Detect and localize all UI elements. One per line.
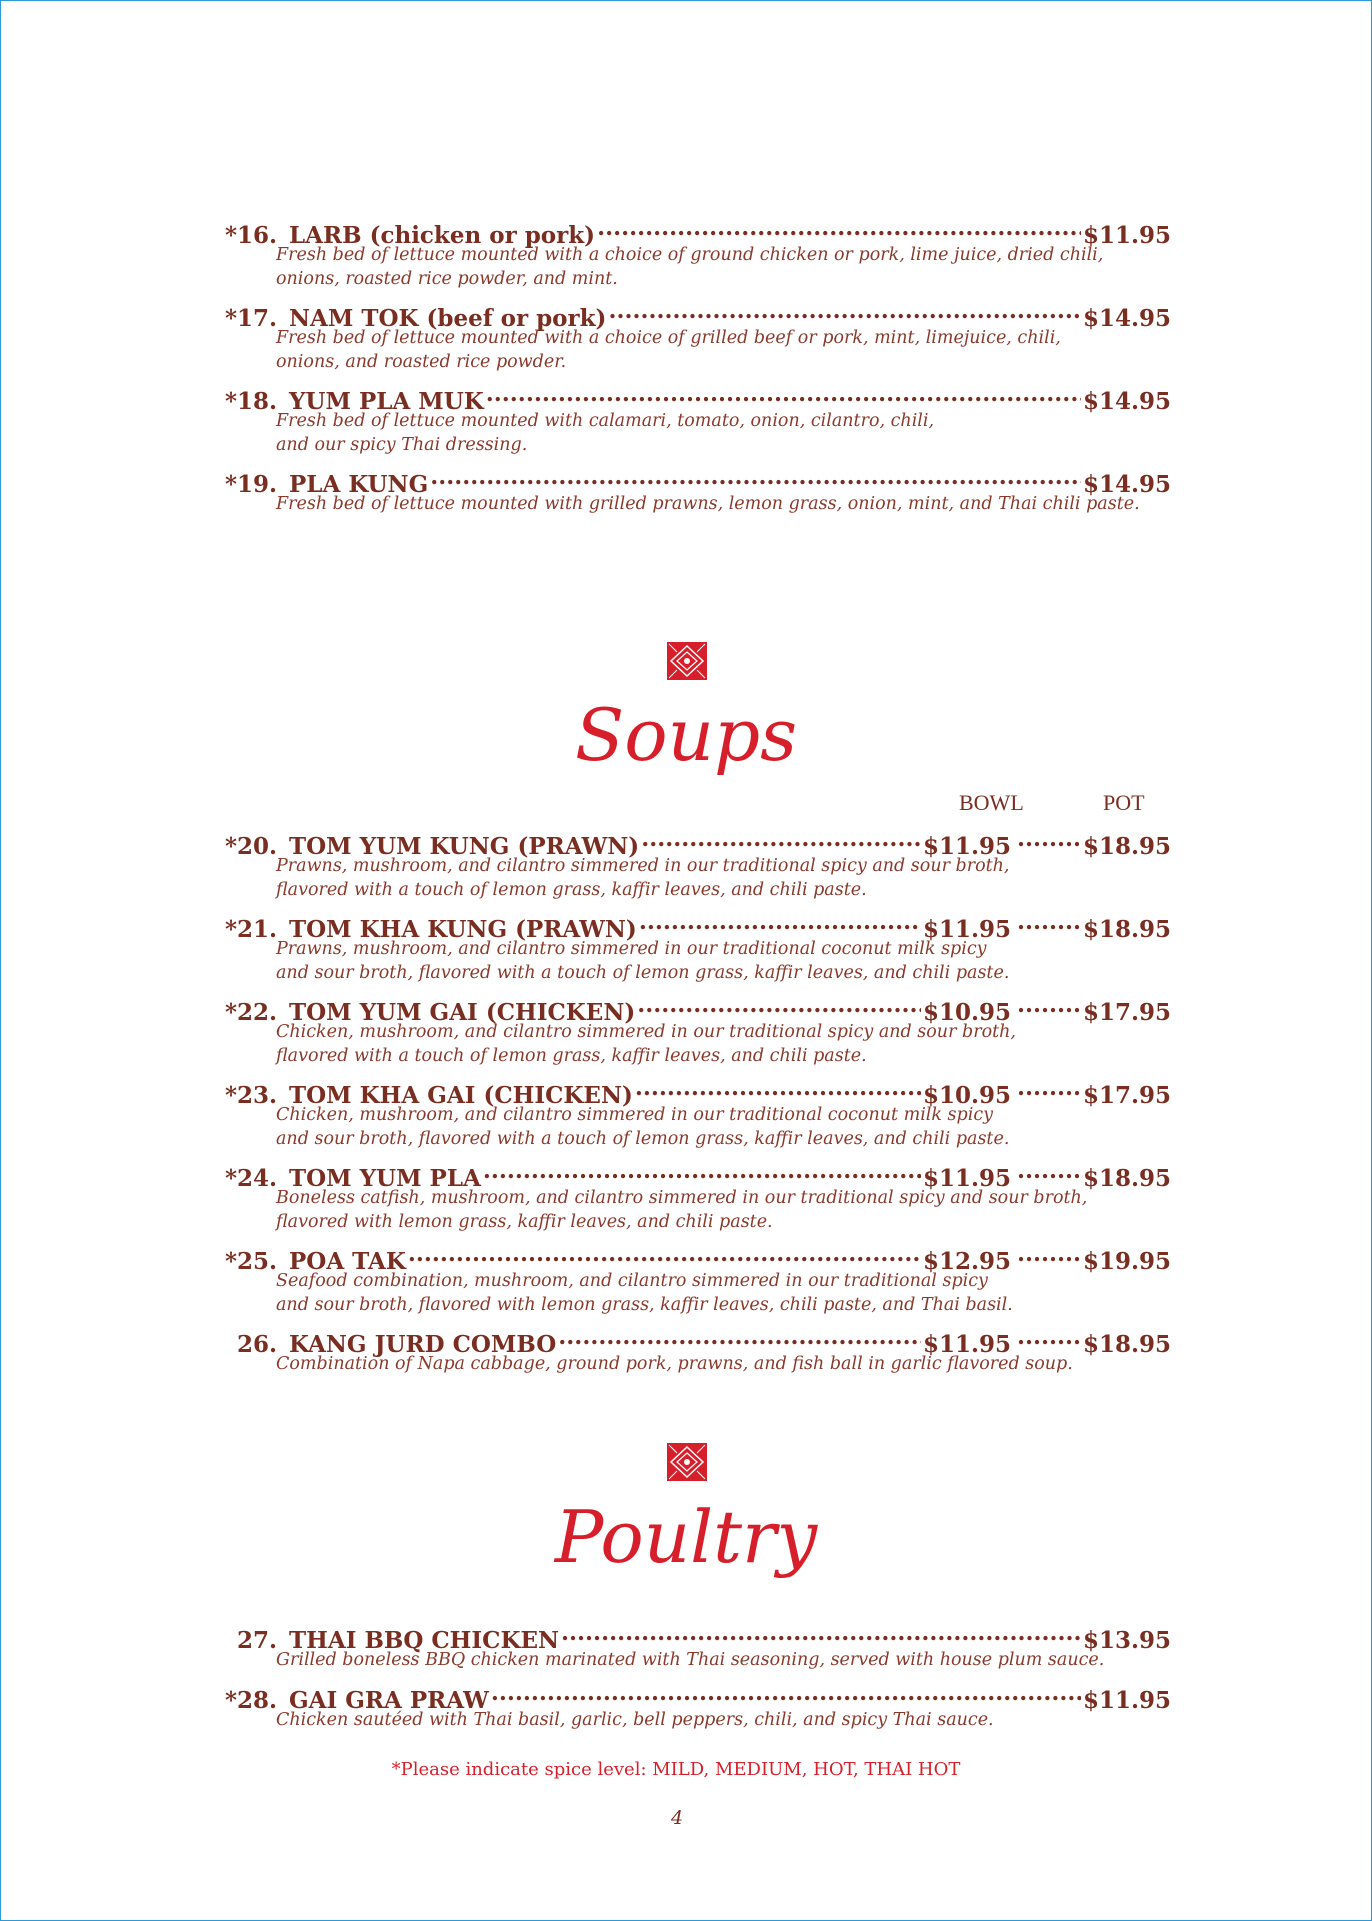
item-name: TOM KHA GAI (CHICKEN)	[289, 1082, 633, 1109]
leader-dots	[635, 1073, 921, 1103]
bowl-price: $10.95	[922, 999, 1011, 1026]
leader-dots	[1017, 990, 1083, 1020]
item-name: TOM YUM PLA	[289, 1165, 481, 1192]
leader-dots	[1017, 1156, 1083, 1186]
item-number: *19.	[224, 471, 277, 498]
item-name: PLA KUNG	[289, 471, 429, 498]
item-price: $13.95	[1082, 1627, 1171, 1654]
item-price: $11.95	[1082, 1687, 1171, 1714]
item-price: $14.95	[1082, 388, 1171, 415]
item-description: Fresh bed of lettuce mounted with calamari, tomato, onion, cilantro, chili, and our spicy Thai dressing.	[276, 411, 935, 455]
bowl-price: $11.95	[922, 1165, 1011, 1192]
menu-item	[219, 1156, 1171, 1234]
item-number: *23.	[224, 1082, 277, 1109]
item-price: $14.95	[1082, 305, 1171, 332]
item-number: *21.	[224, 916, 277, 943]
item-number: 27.	[236, 1627, 277, 1654]
bowl-price: $11.95	[922, 1331, 1011, 1358]
pot-price: $18.95	[1082, 1331, 1171, 1358]
item-number: 26.	[236, 1331, 277, 1358]
item-number: *24.	[224, 1165, 277, 1192]
menu-item	[219, 462, 1171, 516]
leader-dots	[558, 1322, 921, 1352]
thai-pattern-emblem-icon	[667, 1443, 707, 1481]
menu-item	[219, 213, 1171, 291]
item-price: $14.95	[1082, 471, 1171, 498]
item-description: Chicken, mushroom, and cilantro simmered in our traditional spicy and sour broth, flavored with a touch of lemon grass, kaffir leaves, and chili paste.	[276, 1022, 1016, 1066]
pot-price: $18.95	[1082, 833, 1171, 860]
item-description: Fresh bed of lettuce mounted with a choice of ground chicken or pork, lime juice, dried chili, onions, roasted rice powder, and mint.	[276, 245, 1104, 289]
menu-page	[1, 1, 1371, 1920]
leader-dots	[641, 824, 921, 854]
thai-pattern-emblem-icon	[667, 642, 707, 680]
bowl-price: $10.95	[922, 1082, 1011, 1109]
menu-item	[219, 379, 1171, 457]
pot-price: $19.95	[1082, 1248, 1171, 1275]
menu-item	[219, 1073, 1171, 1151]
item-name: TOM YUM GAI (CHICKEN)	[289, 999, 636, 1026]
leader-dots	[597, 213, 1081, 243]
item-description: Combination of Napa cabbage, ground pork, prawns, and fish ball in garlic flavored soup.	[276, 1354, 1073, 1374]
leader-dots	[483, 1156, 921, 1186]
leader-dots	[561, 1618, 1081, 1648]
item-number: *16.	[224, 222, 277, 249]
item-description: Seafood combination, mushroom, and cilantro simmered in our traditional spicy and sour broth, flavored with lemon grass, kaffir leaves, chili paste, and Thai basil.	[276, 1271, 1013, 1315]
item-number: *28.	[224, 1687, 277, 1714]
item-name: THAI BBQ CHICKEN	[289, 1627, 560, 1654]
section-title-poultry: Poultry	[554, 1495, 818, 1579]
leader-dots	[608, 296, 1081, 326]
column-header-bowl: BOWL	[959, 790, 1024, 815]
leader-dots	[1017, 1322, 1083, 1352]
item-name: KANG JURD COMBO	[289, 1331, 557, 1358]
item-number: *17.	[224, 305, 277, 332]
item-description: Chicken, mushroom, and cilantro simmered in our traditional coconut milk spicy and sour broth, flavored with a touch of lemon grass, kaffir leaves, and chili paste.	[276, 1105, 1010, 1149]
pot-price: $17.95	[1082, 1082, 1171, 1109]
pot-price: $18.95	[1082, 1165, 1171, 1192]
menu-item	[219, 296, 1171, 374]
leader-dots	[639, 907, 921, 937]
item-description: Chicken sautéed with Thai basil, garlic, bell peppers, chili, and spicy Thai sauce.	[276, 1710, 994, 1730]
item-description: Boneless catfish, mushroom, and cilantro simmered in our traditional spicy and sour broth, flavored with lemon grass, kaffir leaves, and chili paste.	[276, 1188, 1088, 1232]
menu-item	[219, 824, 1171, 902]
item-number: *25.	[224, 1248, 277, 1275]
pot-price: $17.95	[1082, 999, 1171, 1026]
bowl-price: $12.95	[922, 1248, 1011, 1275]
leader-dots	[486, 379, 1081, 409]
item-name: GAI GRA PRAW	[289, 1687, 489, 1714]
menu-item	[219, 907, 1171, 985]
item-description: Prawns, mushroom, and cilantro simmered in our traditional spicy and sour broth, flavored with a touch of lemon grass, kaffir leaves, and chili paste.	[276, 856, 1010, 900]
section-title-soups: Soups	[574, 693, 798, 777]
column-header-pot: POT	[1103, 790, 1145, 815]
menu-item	[219, 1618, 1171, 1672]
item-name: NAM TOK (beef or pork)	[289, 305, 607, 332]
item-description: Grilled boneless BBQ chicken marinated with Thai seasoning, served with house plum sauce.	[276, 1650, 1105, 1670]
menu-item	[219, 1239, 1171, 1317]
page-number: 4	[670, 1807, 684, 1829]
item-number: *20.	[224, 833, 277, 860]
leader-dots	[1017, 1239, 1083, 1269]
menu-item	[219, 990, 1171, 1068]
bowl-price: $11.95	[922, 833, 1011, 860]
leader-dots	[1017, 1073, 1083, 1103]
item-price: $11.95	[1082, 222, 1171, 249]
leader-dots	[430, 462, 1081, 492]
leader-dots	[491, 1678, 1081, 1708]
item-description: Prawns, mushroom, and cilantro simmered in our traditional coconut milk spicy and sour broth, flavored with a touch of lemon grass, kaffir leaves, and chili paste.	[276, 939, 1010, 983]
pot-price: $18.95	[1082, 916, 1171, 943]
item-name: LARB (chicken or pork)	[289, 222, 596, 249]
leader-dots	[1017, 824, 1083, 854]
item-name: TOM YUM KUNG (PRAWN)	[289, 833, 640, 860]
item-name: YUM PLA MUK	[289, 388, 484, 415]
item-number: *18.	[224, 388, 277, 415]
item-number: *22.	[224, 999, 277, 1026]
spice-level-footnote: *Please indicate spice level: MILD, MEDIUM, HOT, THAI HOT	[391, 1759, 961, 1780]
item-description: Fresh bed of lettuce mounted with a choice of grilled beef or pork, mint, limejuice, chili, onions, and roasted rice powder.	[276, 328, 1061, 372]
leader-dots	[1017, 907, 1083, 937]
menu-item	[219, 1678, 1171, 1732]
item-name: TOM KHA KUNG (PRAWN)	[289, 916, 637, 943]
item-name: POA TAK	[289, 1248, 406, 1275]
item-description: Fresh bed of lettuce mounted with grilled prawns, lemon grass, onion, mint, and Thai chili paste.	[276, 494, 1140, 514]
bowl-price: $11.95	[922, 916, 1011, 943]
leader-dots	[637, 990, 921, 1020]
leader-dots	[408, 1239, 921, 1269]
menu-item	[219, 1322, 1171, 1376]
